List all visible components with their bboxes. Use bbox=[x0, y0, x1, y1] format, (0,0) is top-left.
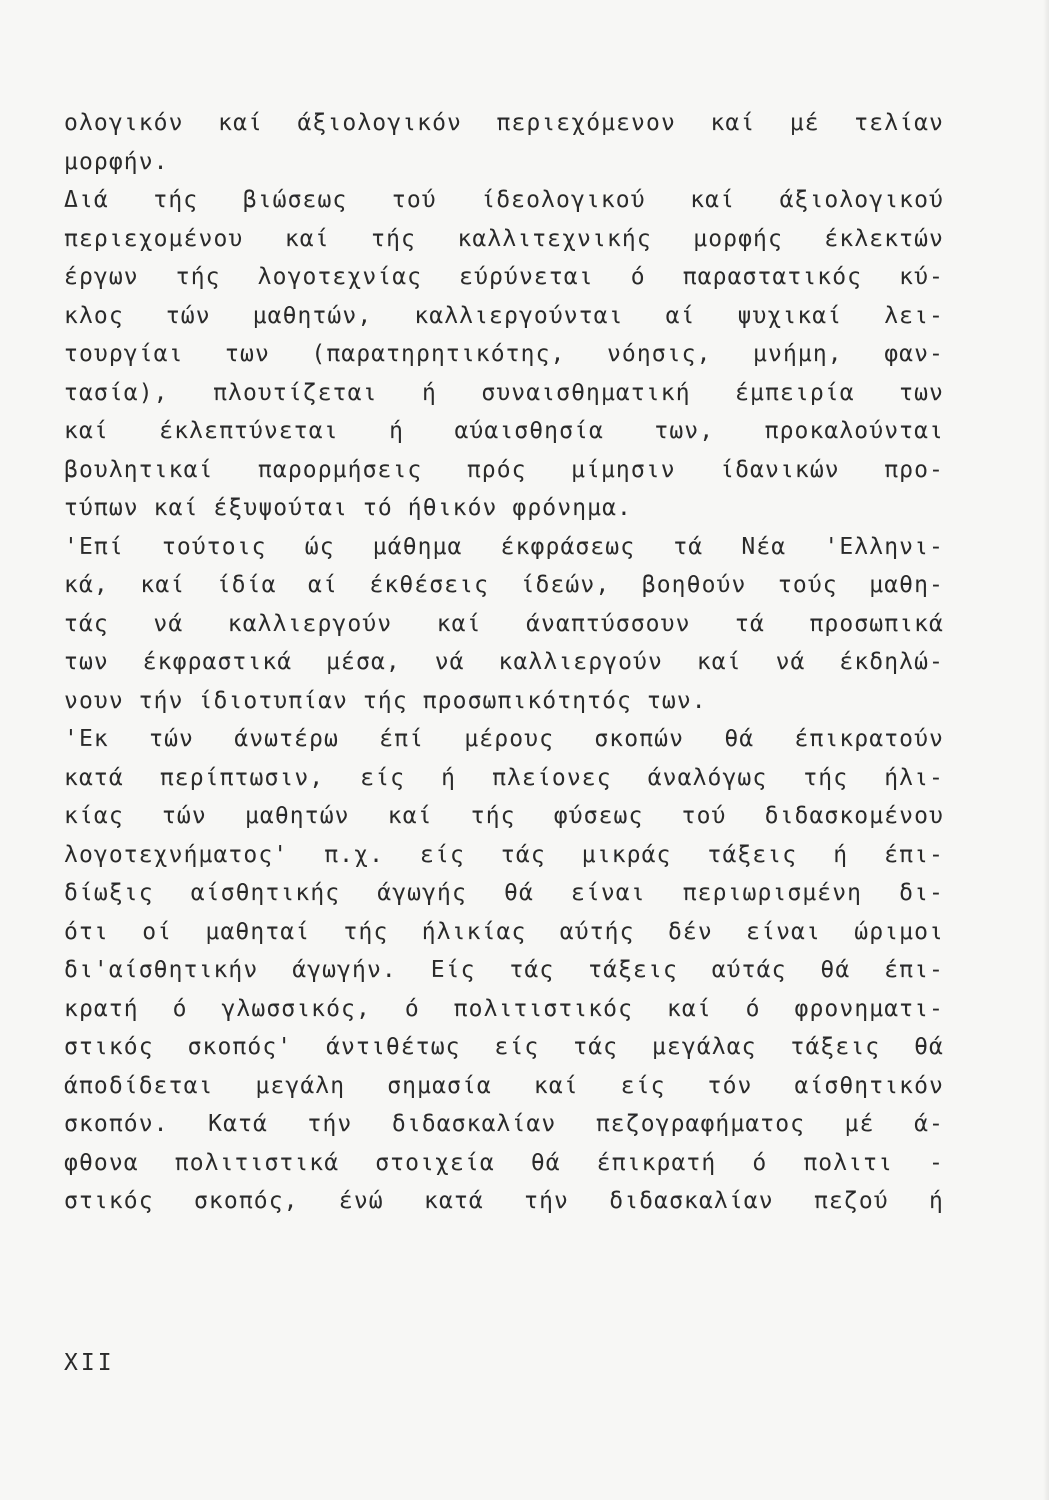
text-line: λογοτεχνήματος' π.χ. είς τάς μικράς τάξεις ή έπι- bbox=[64, 841, 944, 868]
text-line: καί έκλεπτύνεται ή αύαισθησία των, προκαλούνται bbox=[64, 418, 944, 444]
text-line: έργων τής λογοτεχνίας εύρύνεται ό παραστατικός κύ- bbox=[64, 264, 944, 290]
text-line: 'Επί τούτοις ώς μάθημα έκφράσεως τά Νέα 'Ελληνι- bbox=[64, 533, 944, 560]
text-line: βουλητικαί παρορμήσεις πρός μίμησιν ίδανικών προ- bbox=[64, 456, 944, 483]
page-number: XII bbox=[64, 1350, 115, 1376]
text-line: τύπων καί έξυψούται τό ήθικόν φρόνημα. bbox=[64, 495, 632, 521]
text-line: περιεχομένου καί τής καλλιτεχνικής μορφής έκλεκτών bbox=[64, 225, 944, 252]
text-line: νουν τήν ίδιοτυπίαν τής προσωπικότητός των. bbox=[64, 687, 707, 714]
text-line: κατά περίπτωσιν, είς ή πλείονες άναλόγως τής ήλι- bbox=[64, 764, 944, 791]
text-line: στικός σκοπός' άντιθέτως είς τάς μεγάλας τάξεις θά bbox=[64, 1034, 944, 1060]
text-line: μορφήν. bbox=[64, 148, 169, 175]
text-line: δι'αίσθητικήν άγωγήν. Είς τάς τάξεις αύτάς θά έπι- bbox=[64, 957, 944, 983]
body-text bbox=[64, 104, 944, 1221]
text-line: άποδίδεται μεγάλη σημασία καί είς τόν αίσθητικόν bbox=[64, 1072, 944, 1099]
text-line: φθονα πολιτιστικά στοιχεία θά έπικρατή ό πολιτι - bbox=[64, 1149, 944, 1176]
text-line: 'Εκ τών άνωτέρω έπί μέρους σκοπών θά έπικρατούν bbox=[64, 726, 944, 752]
page-edge-shadow bbox=[1043, 0, 1049, 1500]
text-line: κίας τών μαθητών καί τής φύσεως τού διδασκομένου bbox=[64, 803, 944, 829]
text-line: ότι οί μαθηταί τής ήλικίας αύτής δέν είναι ώριμοι bbox=[64, 918, 944, 945]
text-line: κλος τών μαθητών, καλλιεργούνται αί ψυχικαί λει- bbox=[64, 302, 944, 329]
text-line: στικός σκοπός, ένώ κατά τήν διδασκαλίαν πεζού ή bbox=[64, 1188, 944, 1214]
text-line: τασία), πλουτίζεται ή συναισθηματική έμπειρία των bbox=[64, 379, 944, 406]
text-line: τάς νά καλλιεργούν καί άναπτύσσουν τά προσωπικά bbox=[64, 610, 944, 637]
text-line: δίωξις αίσθητικής άγωγής θά είναι περιωρισμένη δι- bbox=[64, 880, 944, 906]
text-line: Διά τής βιώσεως τού ίδεολογικού καί άξιολογικού bbox=[64, 187, 944, 213]
text-line: τουργίαι των (παρατηρητικότης, νόησις, μνήμη, φαν- bbox=[64, 341, 944, 367]
text-line: σκοπόν. Κατά τήν διδασκαλίαν πεζογραφήματος μέ ά- bbox=[64, 1111, 944, 1137]
text-line: των έκφραστικά μέσα, νά καλλιεργούν καί νά έκδηλώ- bbox=[64, 649, 944, 675]
text-line: κρατή ό γλωσσικός, ό πολιτιστικός καί ό φρονηματι- bbox=[64, 995, 944, 1022]
text-line: κά, καί ίδία αί έκθέσεις ίδεών, βοηθούν τούς μαθη- bbox=[64, 572, 944, 598]
text-line: ολογικόν καί άξιολογικόν περιεχόμενον καί μέ τελίαν bbox=[64, 110, 944, 136]
